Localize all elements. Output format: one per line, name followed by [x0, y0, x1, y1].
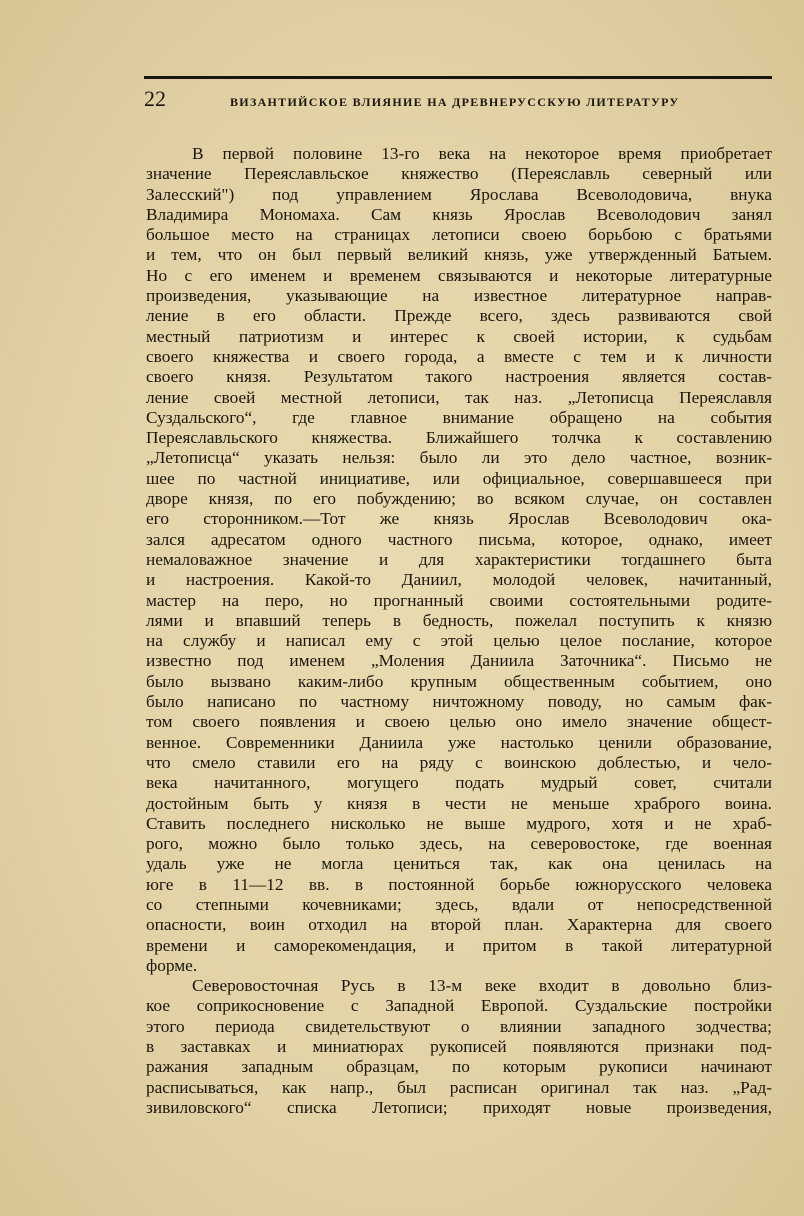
text-line: форме. — [146, 955, 198, 975]
text-line: рого, можно было только здесь, на северовостоке, где военная — [146, 834, 772, 854]
text-line: века начитанного, могущего подать мудрый совет, считали — [146, 773, 772, 793]
text-line: большое место на страницах летописи своею борьбою с братьями — [146, 225, 772, 245]
text-line: времени и саморекомендация, и притом в такой литературной — [146, 935, 772, 955]
text-line: и тем, что он был первый великий князь, уже утвержденный Батыем. — [146, 245, 772, 265]
text-line: на службу и написал ему с этой целью целое послание, которое — [146, 631, 772, 651]
text-line: достойным быть у князя в чести не меньше храброго воина. — [146, 793, 772, 813]
text-line: немаловажное значение и для характеристики тогдашнего быта — [146, 549, 772, 569]
text-line: Ставить последнего нисколько не выше мудрого, хотя и не храб- — [146, 813, 772, 833]
text-line: Владимира Мономаха. Сам князь Ярослав Всеволодович занял — [146, 204, 772, 224]
text-line: этого периода свидетельствуют о влиянии западного зодчества; — [146, 1016, 772, 1036]
text-line: ражания западным образцам, по которым рукописи начинают — [146, 1057, 772, 1077]
text-line: зивиловского“ списка Летописи; приходят новые произведения, — [146, 1097, 772, 1117]
text-line: том своего появления и своею целью оно имело значение общест- — [146, 712, 772, 732]
text-line: что смело ставили его на ряду с воинскою доблестью, и чело- — [146, 752, 772, 772]
text-line: ление своей местной летописи, так наз. „Летописца Переяславля — [146, 387, 772, 407]
text-line: со степными кочевниками; здесь, вдали от непосредственной — [146, 894, 772, 914]
text-line: мастер на перо, но прогнанный своими состоятельными родите- — [146, 590, 772, 610]
text-line: Переяславльского княжества. Ближайшего толчка к составлению — [146, 428, 772, 448]
text-line: юге в 11—12 вв. в постоянной борьбе южнорусского человека — [146, 874, 772, 894]
text-line: расписываться, как напр., был расписан оригинал так наз. „Рад- — [146, 1077, 772, 1097]
text-line: В первой половине 13-го века на некоторое время приобретает — [192, 144, 772, 163]
text-line: в заставках и миниатюрах рукописей появляются признаки под- — [146, 1037, 772, 1057]
text-line: Но с его именем и временем связываются и некоторые литературные — [146, 265, 772, 285]
text-line: Суздальского“, где главное внимание обращено на события — [146, 407, 772, 427]
text-line: дворе князя, по его побуждению; во всяком случае, он составлен — [146, 489, 772, 509]
text-line: своего князя. Результатом такого настроения является состав- — [146, 367, 772, 387]
text-line: и настроения. Какой-то Даниил, молодой человек, начитанный, — [146, 570, 772, 590]
text-line: удаль уже не могла цениться так, как она ценилась на — [146, 854, 772, 874]
text-line: лями и впавший теперь в бедность, пожелал поступить к князю — [146, 610, 772, 630]
text-line: венное. Современники Даниила уже настолько ценили образование, — [146, 732, 772, 752]
text-line: ление в его области. Прежде всего, здесь развиваются свой — [146, 306, 772, 326]
text-line: кое соприкосновение с Западной Европой. Суздальские постройки — [146, 996, 772, 1016]
text-line: произведения, указывающие на известное литературное направ- — [146, 286, 772, 306]
page-header — [144, 86, 772, 112]
header-rule — [144, 76, 772, 79]
text-line: шее по частной инициативе, или официальное, совершавшееся при — [146, 468, 772, 488]
text-line: опасности, воин отходил на второй план. Характерна для своего — [146, 915, 772, 935]
text-line: было написано по частному ничтожному поводу, но самым фак- — [146, 692, 772, 712]
text-line: его сторонником.—Тот же князь Ярослав Всеволодович ока- — [146, 509, 772, 529]
text-line: Северовосточная Русь в 13-м веке входит в довольно близ- — [192, 976, 772, 996]
text-line: зался адресатом одного частного письма, которое, однако, имеет — [146, 529, 772, 549]
page-number: 22 — [144, 86, 166, 111]
text-line: местный патриотизм и интерес к своей истории, к судьбам — [146, 326, 772, 346]
text-line: „Летописца“ указать нельзя: было ли это дело частное, возник- — [146, 448, 772, 468]
text-line: Залесский") под управлением Ярослава Всеволодовича, внука — [146, 184, 772, 204]
text-line: известно под именем „Моления Даниила Заточника“. Письмо не — [146, 651, 772, 671]
body-text — [146, 144, 772, 1118]
running-title: ВИЗАНТИЙСКОЕ ВЛИЯНИЕ НА ДРЕВНЕРУССКУЮ ЛИТЕРАТУРУ — [230, 95, 680, 109]
text-line: своего княжества и своего города, а вместе с тем и к личности — [146, 346, 772, 366]
text-line: было вызвано каким-либо крупным общественным событием, оно — [146, 671, 772, 691]
text-line: значение Переяславльское княжество (Переяславль северный или — [146, 164, 772, 184]
